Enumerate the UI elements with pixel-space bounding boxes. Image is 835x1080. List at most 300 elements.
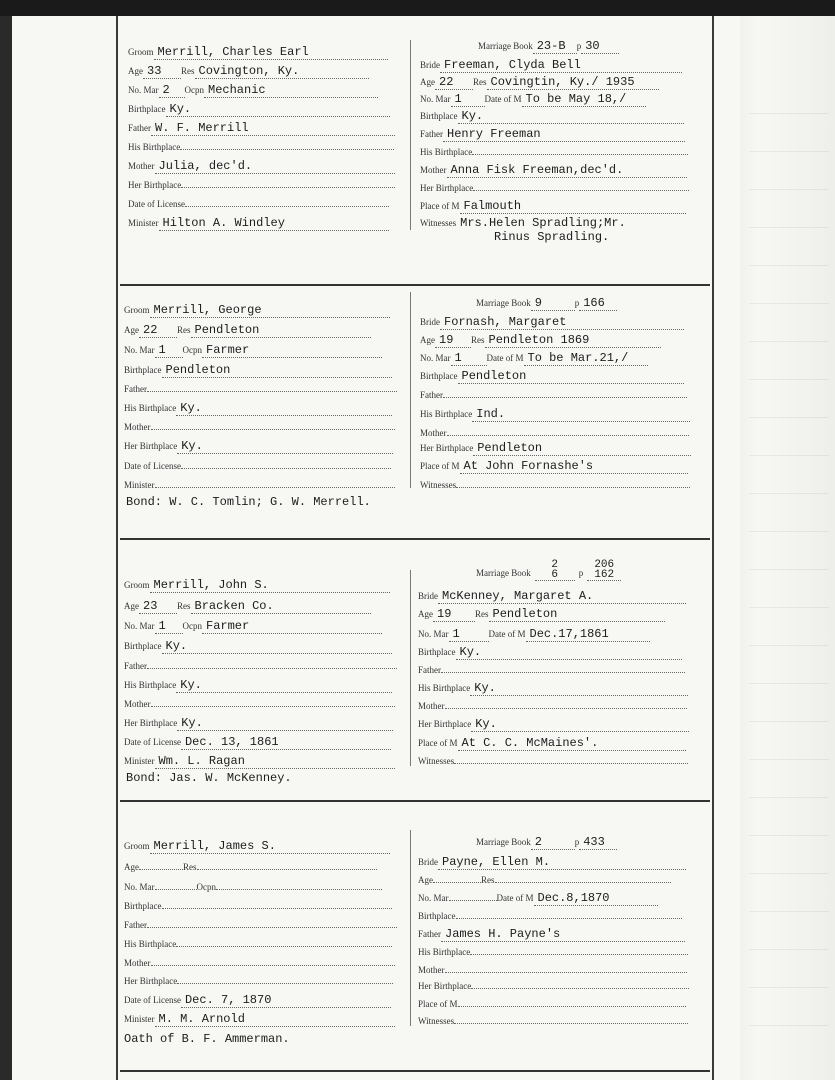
mother-label: Mother: [420, 428, 447, 438]
her-birthplace-value: [181, 187, 395, 188]
mother-value: [445, 708, 687, 709]
bride-label: Bride: [420, 317, 440, 327]
birthplace-label: Birthplace: [418, 911, 456, 921]
nomar-date-row: [418, 888, 658, 905]
date-of-m-label: Date of M: [496, 893, 534, 903]
mother-label: Mother: [124, 699, 151, 709]
father-row: [124, 656, 397, 673]
book-fraction: [535, 560, 575, 581]
marriage-book-row: [476, 293, 617, 310]
his-birthplace-value: Ky.: [470, 682, 688, 696]
witnesses-row: [418, 1011, 688, 1028]
birthplace-value: [456, 918, 682, 919]
age-res-row: [420, 72, 659, 89]
place-row: [420, 196, 686, 213]
birthplace-row: [418, 642, 682, 659]
father-label: Father: [128, 123, 151, 133]
groom-row: [128, 42, 388, 59]
no-mar-label: No. Mar: [420, 353, 451, 363]
his-birthplace-value: Ky.: [176, 679, 392, 693]
bride-row: [420, 55, 682, 72]
father-label: Father: [418, 929, 441, 939]
father-value: [147, 668, 397, 669]
minister-value: Hilton A. Windley: [159, 217, 389, 231]
witnesses-row: [418, 751, 688, 768]
her-birthplace-label: Her Birthplace: [418, 719, 472, 729]
birthplace-row: [128, 99, 390, 116]
witnesses-label: Witnesses: [418, 756, 455, 766]
bride-name: McKenney, Margaret A.: [438, 590, 686, 604]
his-birthplace-label: His Birthplace: [124, 680, 177, 690]
age-res-row: [124, 857, 377, 874]
record-separator: [120, 538, 710, 540]
date-license-label: Date of License: [124, 461, 181, 471]
her-birthplace-value: [177, 983, 393, 984]
father-value: Henry Freeman: [443, 128, 685, 142]
ocpn-label: Ocpn: [196, 882, 216, 892]
page-label: p: [574, 837, 580, 847]
witnesses-continued: Rinus Spradling.: [494, 230, 610, 244]
witnesses-value: Mrs.Helen Spradling;Mr.: [460, 216, 626, 230]
her-birthplace-value: [471, 988, 689, 989]
minister-value: [155, 487, 395, 488]
age-res-row: [418, 870, 671, 887]
age-value: 22: [435, 76, 473, 90]
birthplace-label: Birthplace: [124, 641, 162, 651]
mother-row: [128, 156, 395, 173]
res-label: Res: [471, 335, 485, 345]
oath-note: Oath of B. F. Ammerman.: [124, 1032, 290, 1046]
res-value: Pendleton 1869: [485, 334, 661, 348]
witnesses-value: [456, 487, 690, 488]
no-mar-label: No. Mar: [420, 94, 451, 104]
card-left-edge: [116, 16, 118, 1080]
birthplace-value: Pendleton: [162, 364, 392, 378]
bride-row: [420, 312, 684, 329]
mother-row: [124, 417, 395, 434]
father-row: [124, 915, 397, 932]
res-value: Pendleton: [489, 608, 665, 622]
nomar-date-row: [420, 348, 648, 365]
mother-value: [151, 429, 395, 430]
place-label: Place of M: [420, 201, 460, 211]
page-label: p: [574, 298, 580, 308]
place-label: Place of M: [420, 461, 460, 471]
birthplace-row: [418, 906, 682, 923]
book-label: Marriage Book: [478, 41, 533, 51]
date-license-label: Date of License: [124, 737, 181, 747]
witnesses-value: [454, 763, 688, 764]
nomar-ocpn-row: [124, 340, 382, 357]
age-value: 19: [433, 608, 475, 622]
his-birthplace-label: His Birthplace: [418, 947, 471, 957]
nomar-ocpn-row: [124, 877, 382, 894]
his-birthplace-value: [180, 149, 394, 150]
scan-left-border: [0, 16, 12, 1080]
her-birthplace-row: [124, 713, 393, 730]
age-value: 19: [435, 334, 471, 348]
father-value: [147, 927, 397, 928]
her-birthplace-row: [124, 436, 393, 453]
mother-label: Mother: [420, 165, 447, 175]
father-row: [420, 385, 687, 402]
date-of-m-label: Date of M: [488, 629, 526, 639]
adjacent-page-lines: [749, 76, 829, 1056]
date-of-m-value: Dec.8,1870: [534, 892, 658, 906]
his-birthplace-label: His Birthplace: [418, 683, 471, 693]
res-value: Covington, Ky.: [195, 65, 369, 79]
bride-name: Fornash, Margaret: [440, 316, 684, 330]
record-separator: [120, 284, 710, 286]
birthplace-label: Birthplace: [420, 111, 458, 121]
age-label: Age: [124, 325, 139, 335]
res-value: Bracken Co.: [191, 600, 371, 614]
no-mar-label: No. Mar: [128, 85, 159, 95]
bond-note: Bond: Jas. W. McKenney.: [126, 771, 292, 785]
birthplace-label: Birthplace: [420, 371, 458, 381]
res-value: Covingtin, Ky./ 1935: [487, 76, 659, 90]
place-label: Place of M: [418, 999, 458, 1009]
nomar-ocpn-row: [128, 80, 378, 97]
his-birthplace-value: [176, 946, 392, 947]
her-birthplace-row: [418, 714, 689, 731]
res-label: Res: [473, 77, 487, 87]
his-birthplace-row: [128, 137, 394, 154]
age-label: Age: [418, 609, 433, 619]
age-value: [433, 882, 481, 883]
groom-row: [124, 575, 390, 592]
bride-name: Freeman, Clyda Bell: [440, 59, 682, 73]
mother-row: [418, 960, 687, 977]
her-birthplace-label: Her Birthplace: [124, 441, 178, 451]
father-value: W. F. Merrill: [151, 122, 395, 136]
mother-label: Mother: [124, 958, 151, 968]
mother-label: Mother: [418, 701, 445, 711]
ocpn-value: Farmer: [202, 620, 382, 634]
her-birthplace-row: [418, 976, 689, 993]
res-label: Res: [475, 609, 489, 619]
mother-label: Mother: [418, 965, 445, 975]
age-label: Age: [128, 66, 143, 76]
nomar-ocpn-row: [124, 616, 382, 633]
no-mar-value: 2: [159, 84, 185, 98]
res-value: Pendleton: [191, 324, 371, 338]
birthplace-row: [420, 106, 684, 123]
groom-name: Merrill, John S.: [150, 579, 390, 593]
adjacent-page-edge: [740, 16, 835, 1080]
date-license-label: Date of License: [124, 995, 181, 1005]
groom-name: Merrill, Charles Earl: [154, 46, 388, 60]
birthplace-row: [124, 636, 392, 653]
his-birthplace-label: His Birthplace: [124, 403, 177, 413]
his-birthplace-label: His Birthplace: [420, 409, 473, 419]
ocpn-value: [216, 889, 382, 890]
marriage-book-row: [478, 36, 619, 53]
mother-label: Mother: [128, 161, 155, 171]
page-label: p: [578, 568, 584, 578]
birthplace-label: Birthplace: [124, 901, 162, 911]
her-birthplace-value: [473, 190, 689, 191]
groom-name: Merrill, George: [150, 304, 390, 318]
witnesses-continued-row: [490, 227, 609, 244]
father-value: [443, 397, 687, 398]
date-of-m-value: To be Mar.21,/: [524, 352, 648, 366]
no-mar-value: 1: [449, 628, 489, 642]
place-label: Place of M: [418, 738, 458, 748]
groom-row: [124, 836, 390, 853]
ocpn-label: Ocpn: [182, 345, 202, 355]
his-birthplace-value: Ky.: [176, 402, 392, 416]
page-top-value: 206: [594, 559, 615, 571]
father-value: [441, 672, 685, 673]
date-license-row: [128, 194, 389, 211]
minister-row: [124, 751, 395, 768]
mother-value: Julia, dec'd.: [155, 160, 395, 174]
age-res-row: [420, 330, 661, 347]
date-license-value: [185, 206, 389, 207]
page-value: 433: [579, 836, 617, 850]
her-birthplace-value: Ky.: [177, 717, 393, 731]
age-value: 23: [139, 600, 177, 614]
her-birthplace-label: Her Birthplace: [420, 443, 474, 453]
date-license-value: Dec. 7, 1870: [181, 994, 391, 1008]
witnesses-label: Witnesses: [420, 218, 457, 228]
his-birthplace-value: [470, 954, 688, 955]
bride-row: [418, 586, 686, 603]
father-row: [420, 124, 685, 141]
groom-label: Groom: [124, 580, 150, 590]
his-birthplace-row: [420, 404, 690, 421]
age-value: 22: [139, 324, 177, 338]
column-divider: [410, 40, 411, 230]
res-label: Res: [183, 862, 197, 872]
date-license-label: Date of License: [128, 199, 185, 209]
place-row: [418, 994, 686, 1011]
marriage-book-row: [476, 832, 617, 849]
groom-label: Groom: [128, 47, 154, 57]
her-birthplace-row: [420, 438, 691, 455]
column-divider: [410, 570, 411, 766]
column-divider: [410, 830, 411, 1026]
her-birthplace-row: [124, 971, 393, 988]
date-of-m-value: Dec.17,1861: [526, 628, 650, 642]
age-value: [139, 869, 183, 870]
age-res-row: [418, 604, 665, 621]
mother-row: [418, 696, 687, 713]
father-label: Father: [418, 665, 441, 675]
date-license-row: [124, 732, 391, 749]
no-mar-label: No. Mar: [418, 893, 449, 903]
res-label: Res: [177, 325, 191, 335]
her-birthplace-label: Her Birthplace: [124, 976, 178, 986]
her-birthplace-label: Her Birthplace: [418, 981, 472, 991]
card-right-edge: [712, 16, 714, 1080]
res-label: Res: [177, 601, 191, 611]
birthplace-value: Ky.: [456, 646, 682, 660]
nomar-date-row: [420, 89, 646, 106]
book-label: Marriage Book: [476, 298, 531, 308]
his-birthplace-label: His Birthplace: [420, 147, 473, 157]
father-label: Father: [420, 390, 443, 400]
bride-row: [418, 852, 686, 869]
place-row: [418, 733, 686, 750]
column-divider: [410, 292, 411, 488]
birthplace-row: [124, 896, 392, 913]
mother-row: [420, 160, 687, 177]
place-value: [458, 1006, 686, 1007]
book-value: 9: [531, 297, 575, 311]
her-birthplace-label: Her Birthplace: [124, 718, 178, 728]
her-birthplace-row: [128, 175, 395, 192]
book-value: 6: [535, 570, 575, 581]
birthplace-row: [124, 360, 392, 377]
his-birthplace-value: Ind.: [472, 408, 690, 422]
birthplace-row: [420, 366, 684, 383]
age-res-row: [124, 320, 371, 337]
his-birthplace-row: [124, 398, 392, 415]
no-mar-value: [449, 900, 497, 901]
age-label: Age: [124, 862, 139, 872]
his-birthplace-row: [418, 678, 688, 695]
minister-label: Minister: [124, 1014, 155, 1024]
page-value: 166: [579, 297, 617, 311]
age-label: Age: [418, 875, 433, 885]
minister-label: Minister: [124, 480, 155, 490]
witnesses-row: [420, 475, 690, 492]
his-birthplace-row: [124, 675, 392, 692]
date-license-row: [124, 456, 391, 473]
age-label: Age: [124, 601, 139, 611]
bond-note: Bond: W. C. Tomlin; G. W. Merrell.: [126, 495, 371, 509]
birthplace-label: Birthplace: [124, 365, 162, 375]
mother-row: [124, 694, 395, 711]
no-mar-value: 1: [451, 352, 487, 366]
date-license-value: [181, 468, 391, 469]
mother-value: [447, 435, 689, 436]
res-label: Res: [481, 875, 495, 885]
her-birthplace-value: Ky.: [177, 440, 393, 454]
place-row: [420, 456, 688, 473]
book-value: 23-B: [533, 40, 577, 54]
her-birthplace-value: Pendleton: [473, 442, 691, 456]
birthplace-value: Ky.: [166, 103, 390, 117]
groom-name: Merrill, James S.: [150, 840, 390, 854]
book-top-value: 2: [551, 559, 559, 571]
birthplace-value: Ky.: [162, 640, 392, 654]
age-label: Age: [420, 335, 435, 345]
age-value: 33: [143, 65, 181, 79]
mother-value: [445, 972, 687, 973]
birthplace-value: Ky.: [458, 110, 684, 124]
groom-row: [124, 300, 390, 317]
no-mar-value: 1: [155, 620, 183, 634]
father-row: [128, 118, 395, 135]
his-birthplace-row: [124, 934, 392, 951]
father-value: James H. Payne's: [441, 928, 685, 942]
date-license-value: Dec. 13, 1861: [181, 736, 391, 750]
no-mar-value: 1: [155, 344, 183, 358]
res-value: [197, 869, 377, 870]
book-label: Marriage Book: [476, 837, 531, 847]
his-birthplace-row: [420, 142, 688, 159]
birthplace-label: Birthplace: [128, 104, 166, 114]
father-label: Father: [420, 129, 443, 139]
father-value: [147, 391, 397, 392]
father-row: [418, 924, 685, 941]
father-row: [124, 379, 397, 396]
page-value: 162: [587, 570, 621, 581]
her-birthplace-label: Her Birthplace: [128, 180, 182, 190]
her-birthplace-value: Ky.: [471, 718, 689, 732]
scan-top-border: [0, 0, 835, 16]
witnesses-label: Witnesses: [420, 480, 457, 490]
father-row: [418, 660, 685, 677]
birthplace-value: Pendleton: [458, 370, 684, 384]
birthplace-label: Birthplace: [418, 647, 456, 657]
book-value: 2: [531, 836, 575, 850]
bride-label: Bride: [418, 591, 438, 601]
bride-label: Bride: [420, 60, 440, 70]
ocpn-value: Farmer: [202, 344, 382, 358]
mother-row: [124, 953, 395, 970]
mother-value: Anna Fisk Freeman,dec'd.: [447, 164, 687, 178]
age-res-row: [128, 61, 369, 78]
groom-label: Groom: [124, 841, 150, 851]
res-label: Res: [181, 66, 195, 76]
no-mar-label: No. Mar: [124, 345, 155, 355]
ocpn-value: Mechanic: [204, 84, 378, 98]
his-birthplace-label: His Birthplace: [124, 939, 177, 949]
minister-label: Minister: [128, 218, 159, 228]
record-separator: [120, 1070, 710, 1072]
page-fraction: [587, 560, 621, 581]
his-birthplace-label: His Birthplace: [128, 142, 181, 152]
no-mar-value: [155, 889, 197, 890]
father-label: Father: [124, 920, 147, 930]
mother-label: Mother: [124, 422, 151, 432]
page-label: p: [576, 41, 582, 51]
date-of-m-value: To be May 18,/: [522, 93, 646, 107]
minister-value: Wm. L. Ragan: [155, 755, 395, 769]
father-label: Father: [124, 661, 147, 671]
minister-row: [124, 475, 395, 492]
marriage-book-row: [476, 560, 621, 586]
place-value: At John Fornashe's: [460, 460, 688, 474]
age-label: Age: [420, 77, 435, 87]
book-label: Marriage Book: [476, 568, 531, 578]
her-birthplace-row: [420, 178, 689, 195]
no-mar-label: No. Mar: [418, 629, 449, 639]
minister-label: Minister: [124, 756, 155, 766]
record-separator: [120, 800, 710, 802]
witnesses-label: Witnesses: [418, 1016, 455, 1026]
no-mar-label: No. Mar: [124, 882, 155, 892]
birthplace-value: [162, 908, 392, 909]
her-birthplace-label: Her Birthplace: [420, 183, 474, 193]
mother-value: [151, 965, 395, 966]
page-value: 30: [581, 40, 619, 54]
minister-row: [124, 1009, 395, 1026]
bride-name: Payne, Ellen M.: [438, 856, 686, 870]
witnesses-value: [454, 1023, 688, 1024]
date-of-m-label: Date of M: [484, 94, 522, 104]
his-birthplace-value: [472, 154, 688, 155]
groom-label: Groom: [124, 305, 150, 315]
res-value: [495, 882, 671, 883]
minister-row: [128, 213, 389, 230]
date-license-row: [124, 990, 391, 1007]
date-of-m-label: Date of M: [486, 353, 524, 363]
